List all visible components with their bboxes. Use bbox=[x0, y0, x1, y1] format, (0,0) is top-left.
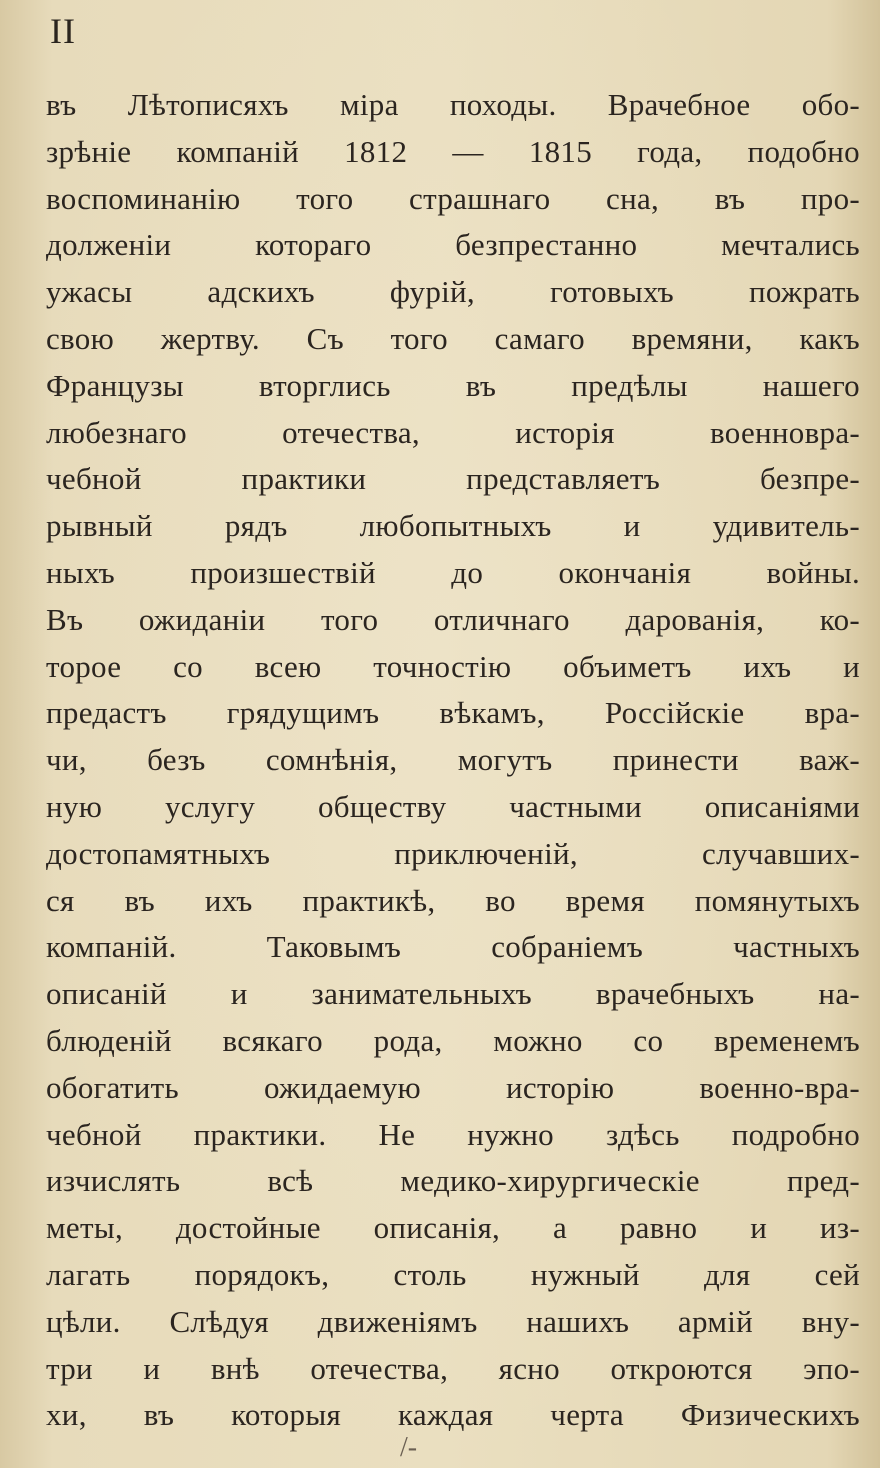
text-line: блюденій всякаго рода, можно со временемъ bbox=[46, 1022, 860, 1058]
page-number: II bbox=[50, 11, 76, 51]
text-line: любезнаго отечества, исторія военновра- bbox=[46, 414, 860, 450]
text-line: воспоминанію того страшнаго сна, въ про- bbox=[46, 180, 860, 216]
text-line: торое со всею точностію объиметъ ихъ и bbox=[46, 648, 860, 684]
text-line: компаній. Таковымъ собраніемъ частныхъ bbox=[46, 929, 860, 965]
text-line: рывный рядъ любопытныхъ и удивитель- bbox=[46, 508, 860, 544]
text-line: чебной практики. Не нужно здѣсь подробно bbox=[46, 1116, 860, 1152]
text-line: три и внѣ отечества, ясно откроются эпо- bbox=[46, 1350, 860, 1386]
text-line: обогатить ожидаемую исторію военно-вра- bbox=[46, 1069, 860, 1105]
text-line: лагать порядокъ, столь нужный для сей bbox=[46, 1256, 860, 1292]
text-line: Французы вторглись въ предѣлы нашего bbox=[46, 367, 860, 403]
text-line: цѣли. Слѣдуя движеніямъ нашихъ армій вну- bbox=[46, 1303, 860, 1339]
text-line: Въ ожиданіи того отличнаго дарованія, ко- bbox=[46, 601, 860, 637]
text-line: ныхъ произшествій до окончанія войны. bbox=[46, 554, 860, 590]
text-line: зрѣніе компаній 1812 — 1815 года, подобно bbox=[46, 133, 860, 169]
body-text bbox=[46, 82, 860, 1439]
bottom-mark: /- bbox=[400, 1432, 418, 1463]
text-line: свою жертву. Съ того самаго времяни, какъ bbox=[46, 320, 860, 356]
text-line: ужасы адскихъ фурій, готовыхъ пожрать bbox=[46, 274, 860, 310]
text-line: долженіи котораго безпрестанно мечтались bbox=[46, 227, 860, 263]
text-line: ную услугу обществу частными описаніями bbox=[46, 788, 860, 824]
text-line: чи, безъ сомнѣнія, могутъ принести важ- bbox=[46, 742, 860, 778]
text-line: чебной практики представляетъ безпре- bbox=[46, 461, 860, 497]
text-line: меты, достойные описанія, а равно и из- bbox=[46, 1210, 860, 1246]
text-line: хи, въ которыя каждая черта Физическихъ bbox=[46, 1397, 860, 1433]
text-line: достопамятныхъ приключеній, случавших- bbox=[46, 835, 860, 871]
text-line: описаній и занимательныхъ врачебныхъ на- bbox=[46, 976, 860, 1012]
text-line: ся въ ихъ практикѣ, во время помянутыхъ bbox=[46, 882, 860, 918]
text-line: изчислять всѣ медико-хирургическіе пред- bbox=[46, 1163, 860, 1199]
text-line: предастъ грядущимъ вѣкамъ, Россійскіе вра- bbox=[46, 695, 860, 731]
text-line: въ Лѣтописяхъ міра походы. Врачебное обо- bbox=[46, 87, 860, 122]
